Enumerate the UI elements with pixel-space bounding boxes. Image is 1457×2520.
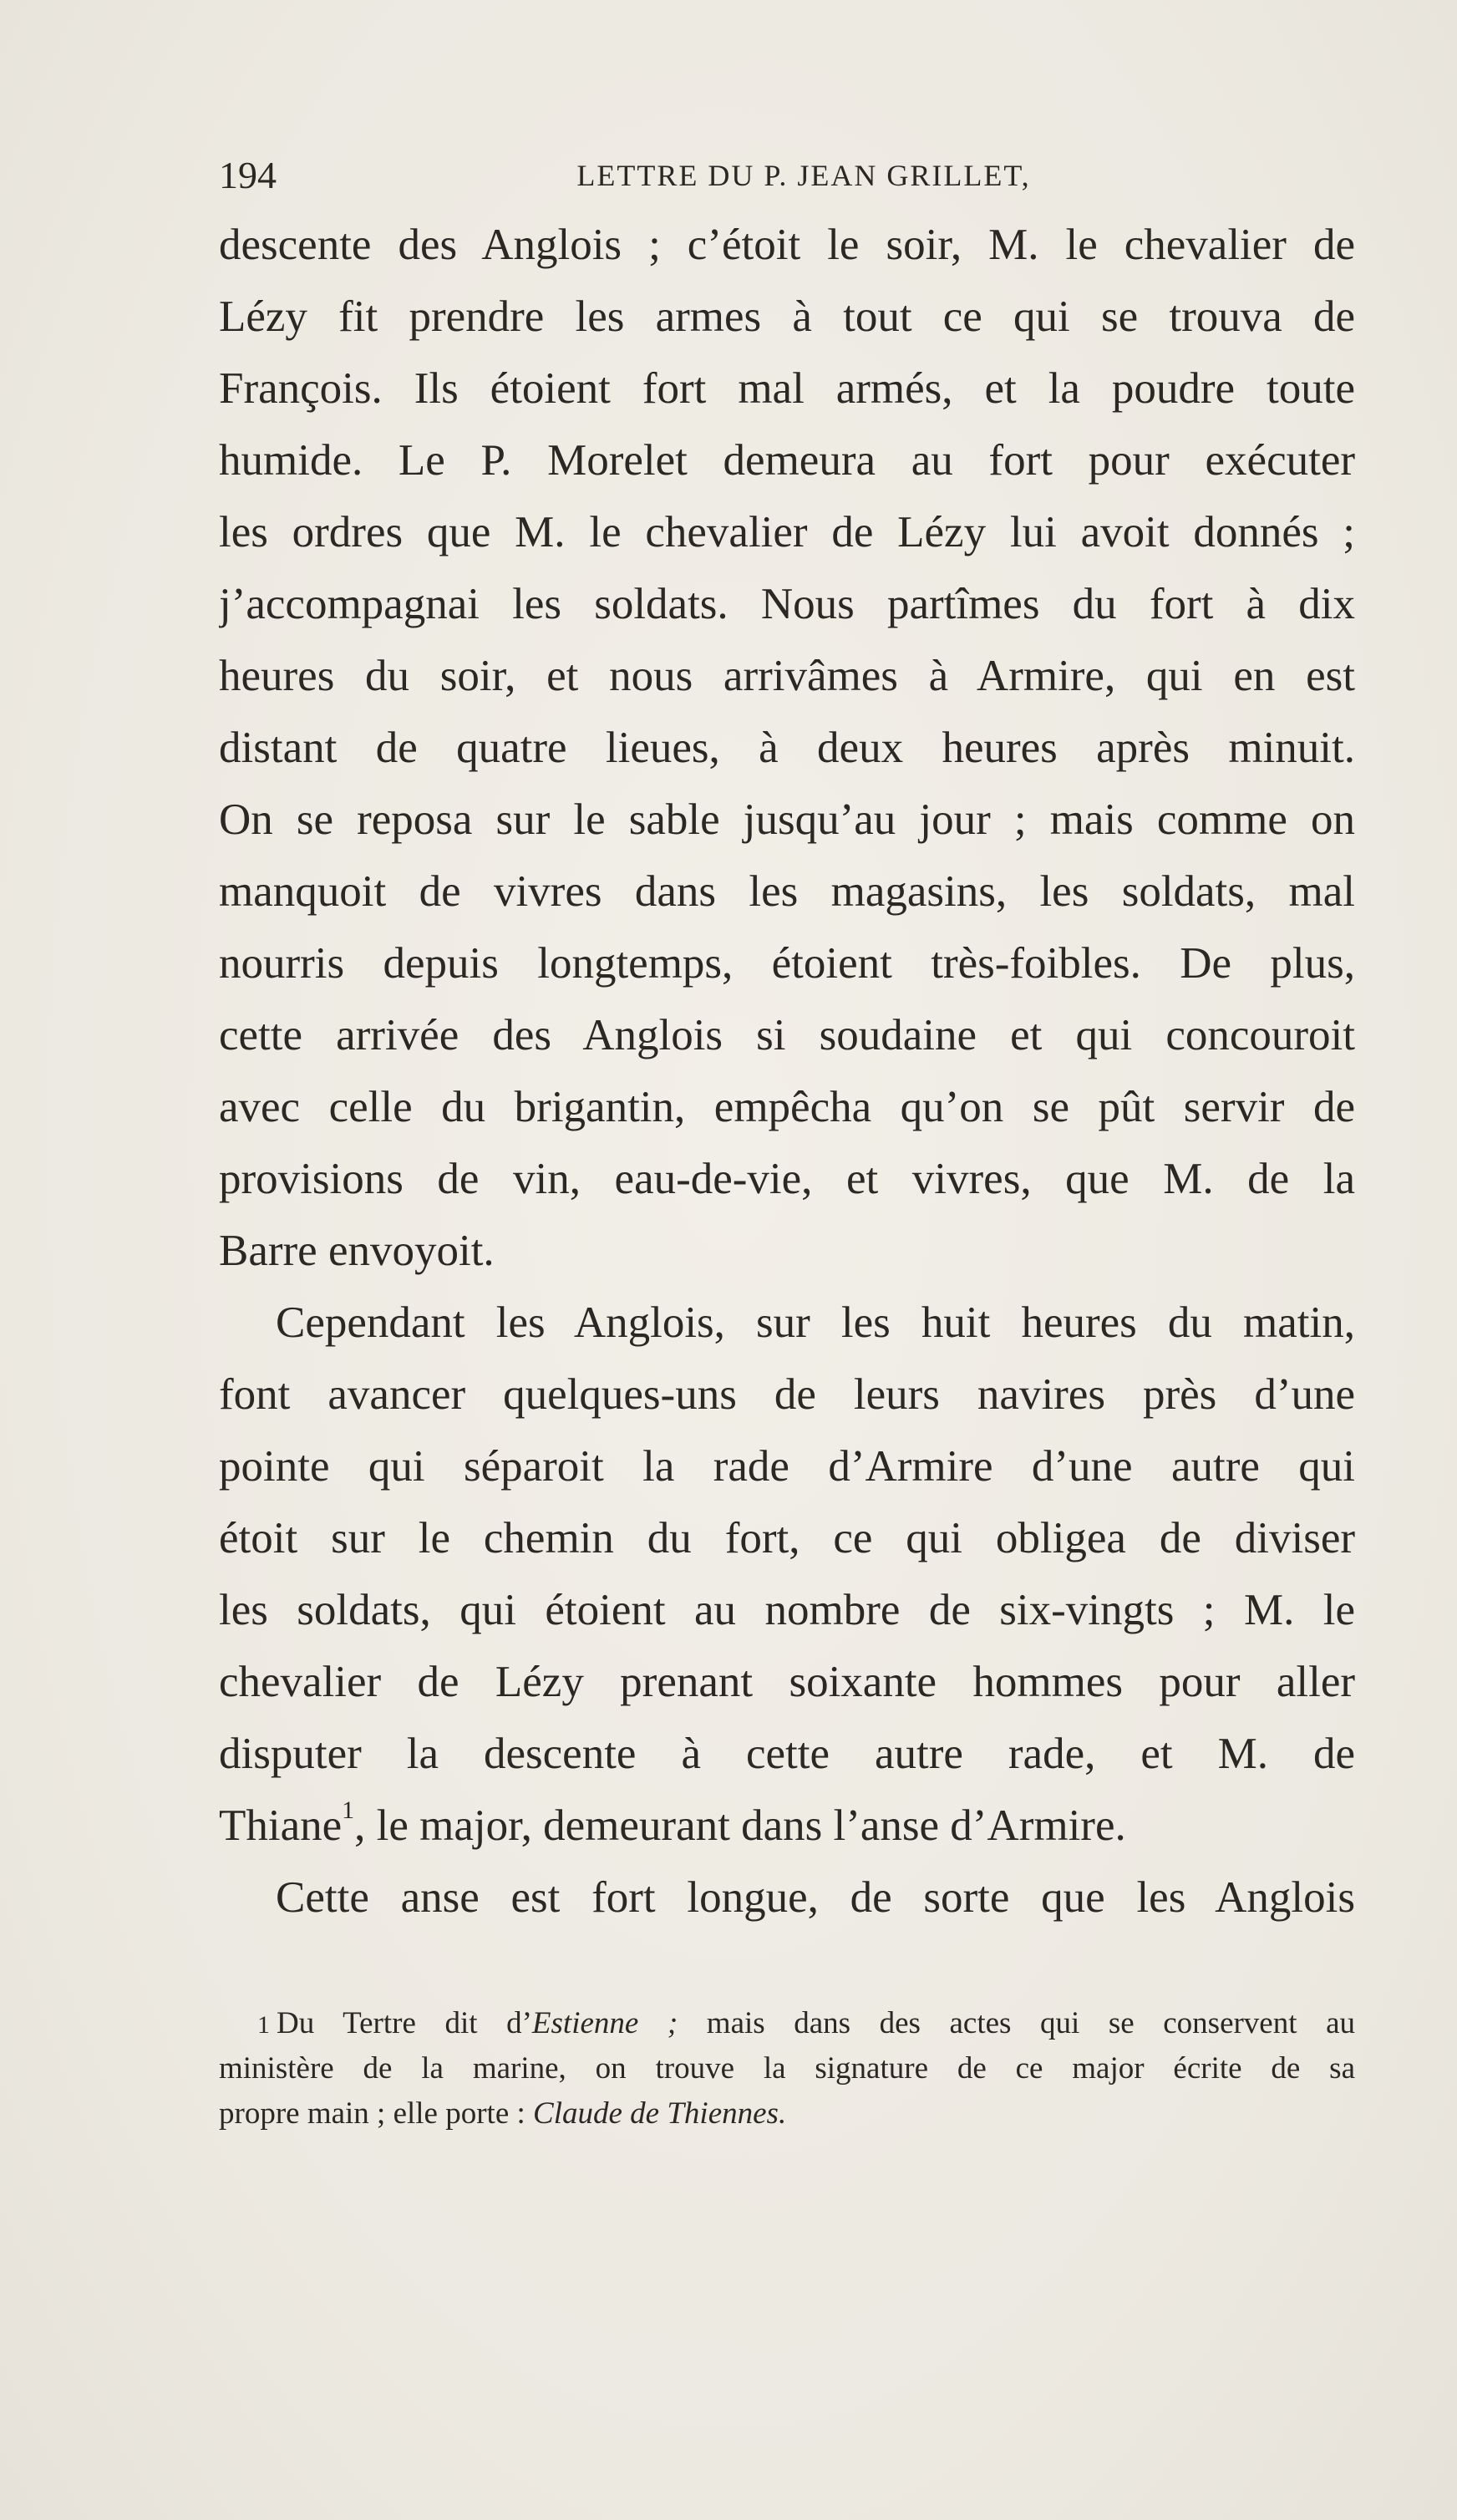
running-head: LETTRE DU P. JEAN GRILLET, bbox=[576, 159, 1031, 192]
text-line: humide. Le P. Morelet demeura au fort pour exécuter bbox=[219, 436, 1355, 485]
text-line: Lézy fit prendre les armes à tout ce qui se trouva de bbox=[219, 292, 1355, 341]
footnote-italic: Estienne ; bbox=[531, 2006, 678, 2040]
text-line: les soldats, qui étoient au nombre de six-vingts ; M. le bbox=[219, 1586, 1355, 1634]
text-line: Cette anse est fort longue, de sorte que les Anglois bbox=[276, 1873, 1355, 1922]
text-line: nourris depuis longtemps, étoient très-foibles. De plus, bbox=[219, 939, 1355, 988]
footnote-segment: mais dans des actes qui se conservent au bbox=[678, 2006, 1355, 2040]
text-line: avec celle du brigantin, empêcha qu’on se pût servir de bbox=[219, 1083, 1355, 1131]
footnote-line bbox=[219, 2091, 1355, 2136]
page-header bbox=[219, 150, 1388, 201]
text-line-with-note bbox=[219, 1790, 1355, 1862]
footnote-marker: 1 bbox=[257, 2011, 270, 2039]
footnote-segment: Du Tertre dit d’ bbox=[277, 2006, 532, 2040]
text-line: provisions de vin, eau-de-vie, et vivres, que M. de la bbox=[219, 1155, 1355, 1203]
text-segment: Thiane bbox=[219, 1801, 343, 1850]
footnote-line: ministère de la marine, on trouve la signature de ce major écrite de sa bbox=[219, 2051, 1355, 2086]
text-line: disputer la descente à cette autre rade, et M. de bbox=[219, 1730, 1355, 1778]
text-line: distant de quatre lieues, à deux heures après minuit. bbox=[219, 724, 1355, 772]
text-line: chevalier de Lézy prenant soixante hommes pour aller bbox=[219, 1658, 1355, 1706]
text-line: manquoit de vivres dans les magasins, les soldats, mal bbox=[219, 867, 1355, 916]
footnote-italic: Claude de Thiennes. bbox=[533, 2096, 787, 2131]
text-segment: , le major, demeurant dans l’anse d’Armire. bbox=[354, 1801, 1126, 1850]
footnote-line bbox=[219, 2001, 1355, 2046]
text-line: On se reposa sur le sable jusqu’au jour ; mais comme on bbox=[219, 795, 1355, 844]
text-line: étoit sur le chemin du fort, ce qui obligea de diviser bbox=[219, 1514, 1355, 1562]
text-line: pointe qui séparoit la rade d’Armire d’une autre qui bbox=[219, 1442, 1355, 1491]
text-line: font avancer quelques-uns de leurs navires près d’une bbox=[219, 1370, 1355, 1419]
footnote bbox=[219, 2001, 1355, 2136]
text-line: descente des Anglois ; c’étoit le soir, M. le chevalier de bbox=[219, 221, 1355, 269]
text-line: Barre envoyoit. bbox=[219, 1227, 495, 1275]
main-text bbox=[219, 209, 1355, 1933]
text-line: Cependant les Anglois, sur les huit heures du matin, bbox=[276, 1298, 1355, 1347]
page-number: 194 bbox=[219, 154, 277, 196]
footnote-reference: 1 bbox=[342, 1796, 355, 1824]
text-line: cette arrivée des Anglois si soudaine et qui concouroit bbox=[219, 1011, 1355, 1059]
footnote-segment: propre main ; elle porte : bbox=[219, 2096, 534, 2131]
text-line: j’accompagnai les soldats. Nous partîmes du fort à dix bbox=[219, 580, 1355, 628]
text-line: heures du soir, et nous arrivâmes à Armire, qui en est bbox=[219, 652, 1355, 700]
text-line: François. Ils étoient fort mal armés, et la poudre toute bbox=[219, 364, 1355, 413]
text-line: les ordres que M. le chevalier de Lézy lui avoit donnés ; bbox=[219, 508, 1355, 556]
